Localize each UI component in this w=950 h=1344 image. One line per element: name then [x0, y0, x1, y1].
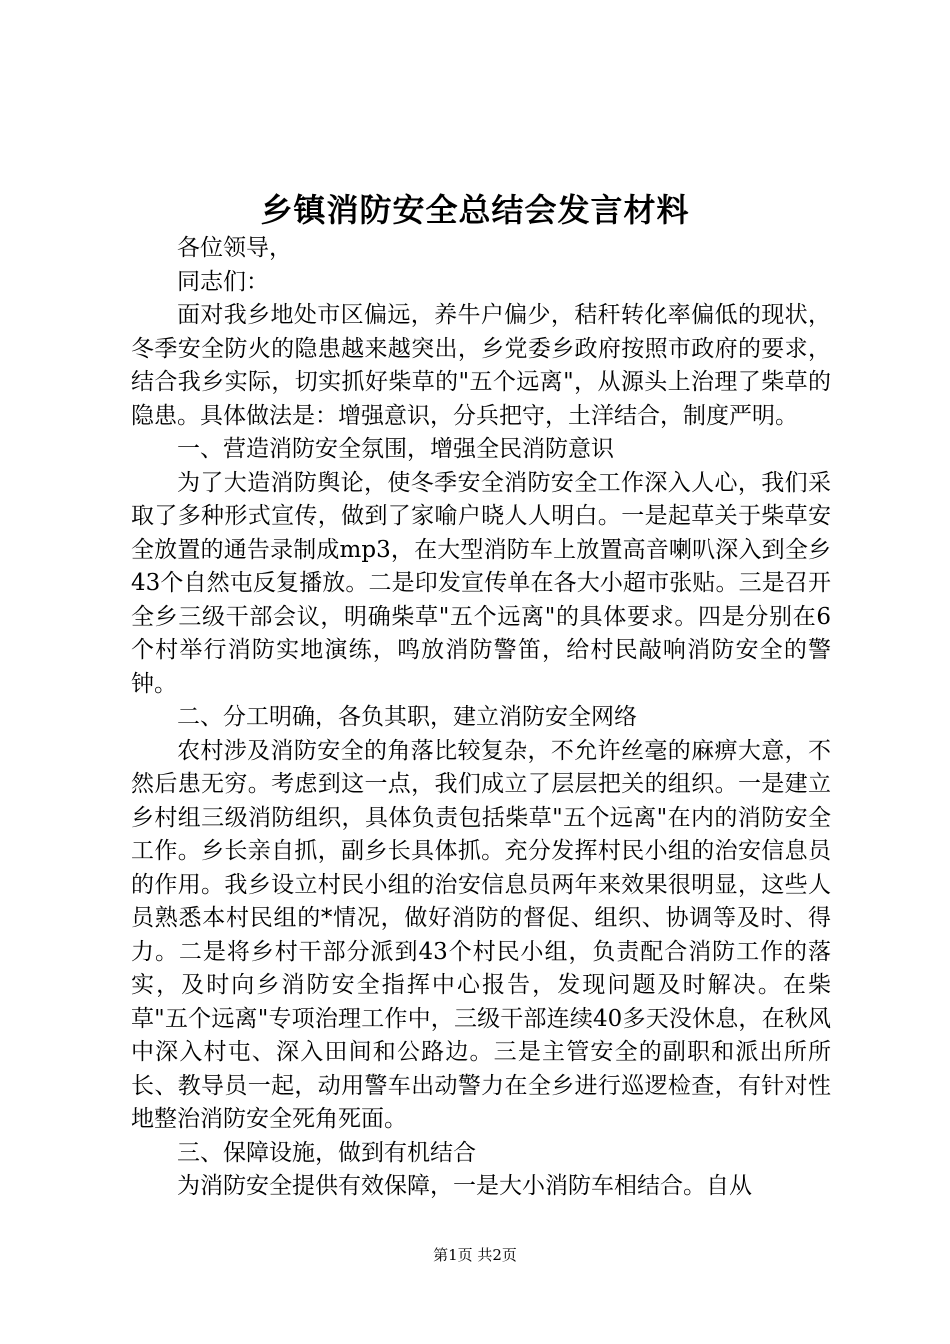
section-heading-2: 二、分工明确，各负其职，建立消防安全网络	[177, 704, 637, 730]
section-heading-1: 一、营造消防安全氛围，增强全民消防意识	[177, 436, 614, 462]
section-paragraph-2: 农村涉及消防安全的角落比较复杂，不允许丝毫的麻痹大意，不然后患无穷。考虑到这一点，我们成立了层层把关的组织。一是建立乡村组三级消防组织，具体负责包括柴草"五个远离"在内的消防安全工作。乡长亲自抓，副乡长具体抓。充分发挥村民小组的治安信息员的作用。我乡设立村民小组的治安信息员两年来效果很明显，这些人员熟悉本村民组的*情况，做好消防的督促、组织、协调等及时、得力。二是将乡村干部分派到43个村民小组，负责配合消防工作的落实，及时向乡消防安全指挥中心报告，发现问题及时解决。在柴草"五个远离"专项治理工作中，三级干部连续40多天没休息，在秋风中深入村屯、深入田间和公路边。三是主管安全的副职和派出所所长、教导员一起，动用警车出动警力在全乡进行巡逻检查，有针对性地整治消防安全死角死面。	[131, 737, 831, 1132]
greeting-comrades: 同志们：	[177, 268, 269, 295]
greeting-leaders: 各位领导，	[177, 235, 292, 261]
section-heading-3: 三、保障设施，做到有机结合	[177, 1139, 476, 1166]
document-title: 乡镇消防安全总结会发言材料	[260, 191, 690, 229]
section-paragraph-3: 为消防安全提供有效保障，一是大小消防车相结合。自从	[177, 1173, 752, 1199]
page-number: 第1页 共2页	[433, 1246, 517, 1264]
intro-paragraph: 面对我乡地处市区偏远，养牛户偏少，秸秆转化率偏低的现状，冬季安全防火的隐患越来越突出，乡党委乡政府按照市政府的要求，结合我乡实际，切实抓好柴草的"五个远离"，从源头上治理了柴草的隐患。具体做法是：增强意识，分兵把守，土洋结合，制度严明。	[131, 302, 831, 429]
document-body	[131, 232, 831, 1204]
section-paragraph-1: 为了大造消防舆论，使冬季安全消防安全工作深入人心，我们采取了多种形式宣传，做到了家喻户晓人人明白。一是起草关于柴草安全放置的通告录制成mp3，在大型消防车上放置高音喇叭深入到全乡43个自然屯反复播放。二是印发宣传单在各大小超市张贴。三是召开全乡三级干部会议，明确柴草"五个远离"的具体要求。四是分别在6个村举行消防实地演练，鸣放消防警笛，给村民敲响消防安全的警钟。	[131, 469, 831, 697]
